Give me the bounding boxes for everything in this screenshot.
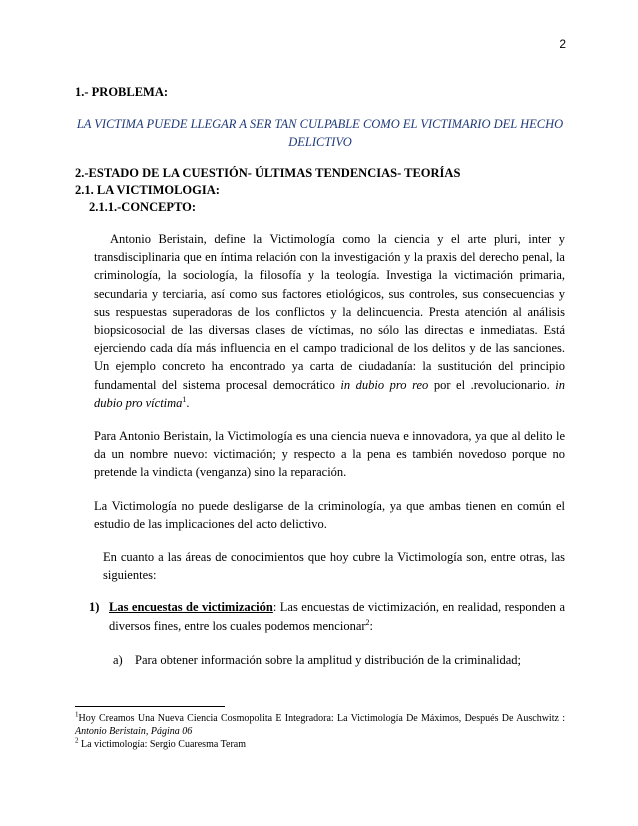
paragraph-beristain: Para Antonio Beristain, la Victimología es una ciencia nueva e innovadora, ya que al delito le da un nombre nuevo: victimación; y respecto a la pena es también novedoso porque no pretende la vindicta (venganza) sino la reparación. bbox=[94, 429, 565, 480]
paragraph-criminologia: La Victimología no puede desligarse de la criminología, ya que ambas tienen en común el estudio de las implicaciones del acto delictivo. bbox=[94, 498, 565, 531]
footnote-1-source: Antonio Beristain, Página 06 bbox=[75, 726, 193, 737]
problem-statement: LA VICTIMA PUEDE LLEGAR A SER TAN CULPABLE COMO EL VICTIMARIO DEL HECHO DELICTIVO bbox=[76, 117, 564, 149]
list-item-end: : bbox=[369, 618, 374, 633]
subheading-victimologia: 2.1. LA VICTIMOLOGIA: bbox=[75, 183, 220, 197]
list-term: Las encuestas de victimización bbox=[109, 600, 273, 615]
latin-phrase-victima: in dubio pro víctima bbox=[94, 377, 566, 410]
sub-list-text: Para obtener información sobre la amplitud y distribución de la criminalidad; bbox=[135, 652, 521, 667]
footnote-1 bbox=[75, 712, 565, 738]
footnote-ref-2[interactable]: 2 bbox=[365, 617, 370, 627]
list-item-encuestas bbox=[75, 598, 565, 634]
paragraph-definition bbox=[75, 230, 565, 412]
paragraph-areas: En cuanto a las áreas de conocimientos que hoy cubre la Victimología son, entre otras, las siguientes: bbox=[103, 550, 565, 583]
sub-list-letter: a) bbox=[113, 652, 123, 667]
page-number: 2 bbox=[559, 37, 566, 51]
section-heading-problema: 1.- PROBLEMA: bbox=[75, 85, 169, 99]
footnote-divider bbox=[75, 706, 225, 707]
list-item-text: : Las encuestas de victimización, en realidad, responden a diversos fines, entre los cuales podemos mencionar bbox=[109, 600, 565, 633]
footnote-2 bbox=[75, 738, 565, 751]
paragraph-definition-end: . bbox=[186, 395, 190, 410]
footnote-ref-1[interactable]: 1 bbox=[182, 394, 187, 404]
footnote-2-text: La victimología: Sergio Cuaresma Teram bbox=[78, 739, 246, 750]
footnote-1-text: Hoy Creamos Una Nueva Ciencia Cosmopolita E Integradora: La Victimología De Máximos, Después De Auschwitz : bbox=[78, 713, 565, 724]
footnotes bbox=[75, 712, 565, 751]
footnote-2-mark: 2 bbox=[75, 736, 79, 745]
paragraph-definition-mid: por el .revolucionario. bbox=[433, 377, 550, 392]
list-item-body bbox=[109, 598, 565, 634]
section-heading-estado: 2.-ESTADO DE LA CUESTIÓN- ÚLTIMAS TENDENCIAS- TEORÍAS bbox=[75, 166, 461, 180]
paragraph-definition-text: Antonio Beristain, define la Victimología como la ciencia y el arte pluri, inter y transdisciplinaria que en íntima relación con la investigación y la praxis del derecho penal, la criminología, la sociología, la filosofía y la teología. Investiga la victimación primaria, secundaria y terciaria, así como sus factores etiológicos, sus controles, sus consecuencias y sus respuestas superadoras de los conflictos y la delincuencia. Presta atención al análisis biopsicosocial de las diversas clases de víctimas, no sólo las directas e inmediatas. Está ejerciendo cada día más influencia en el campo tradicional de los delitos y de las sanciones. Un ejemplo concreto ha encontrado ya carta de ciudadanía: la sustitución del principio fundamental del sistema procesal democrático bbox=[94, 232, 565, 392]
list-number: 1) bbox=[89, 600, 100, 615]
sub-list-item-a bbox=[75, 651, 565, 669]
subsubheading-concepto: 2.1.1.-CONCEPTO: bbox=[89, 200, 197, 214]
document-body bbox=[75, 84, 565, 669]
footnote-1-mark: 1 bbox=[75, 710, 79, 719]
latin-phrase-reo: in dubio pro reo bbox=[340, 377, 429, 392]
